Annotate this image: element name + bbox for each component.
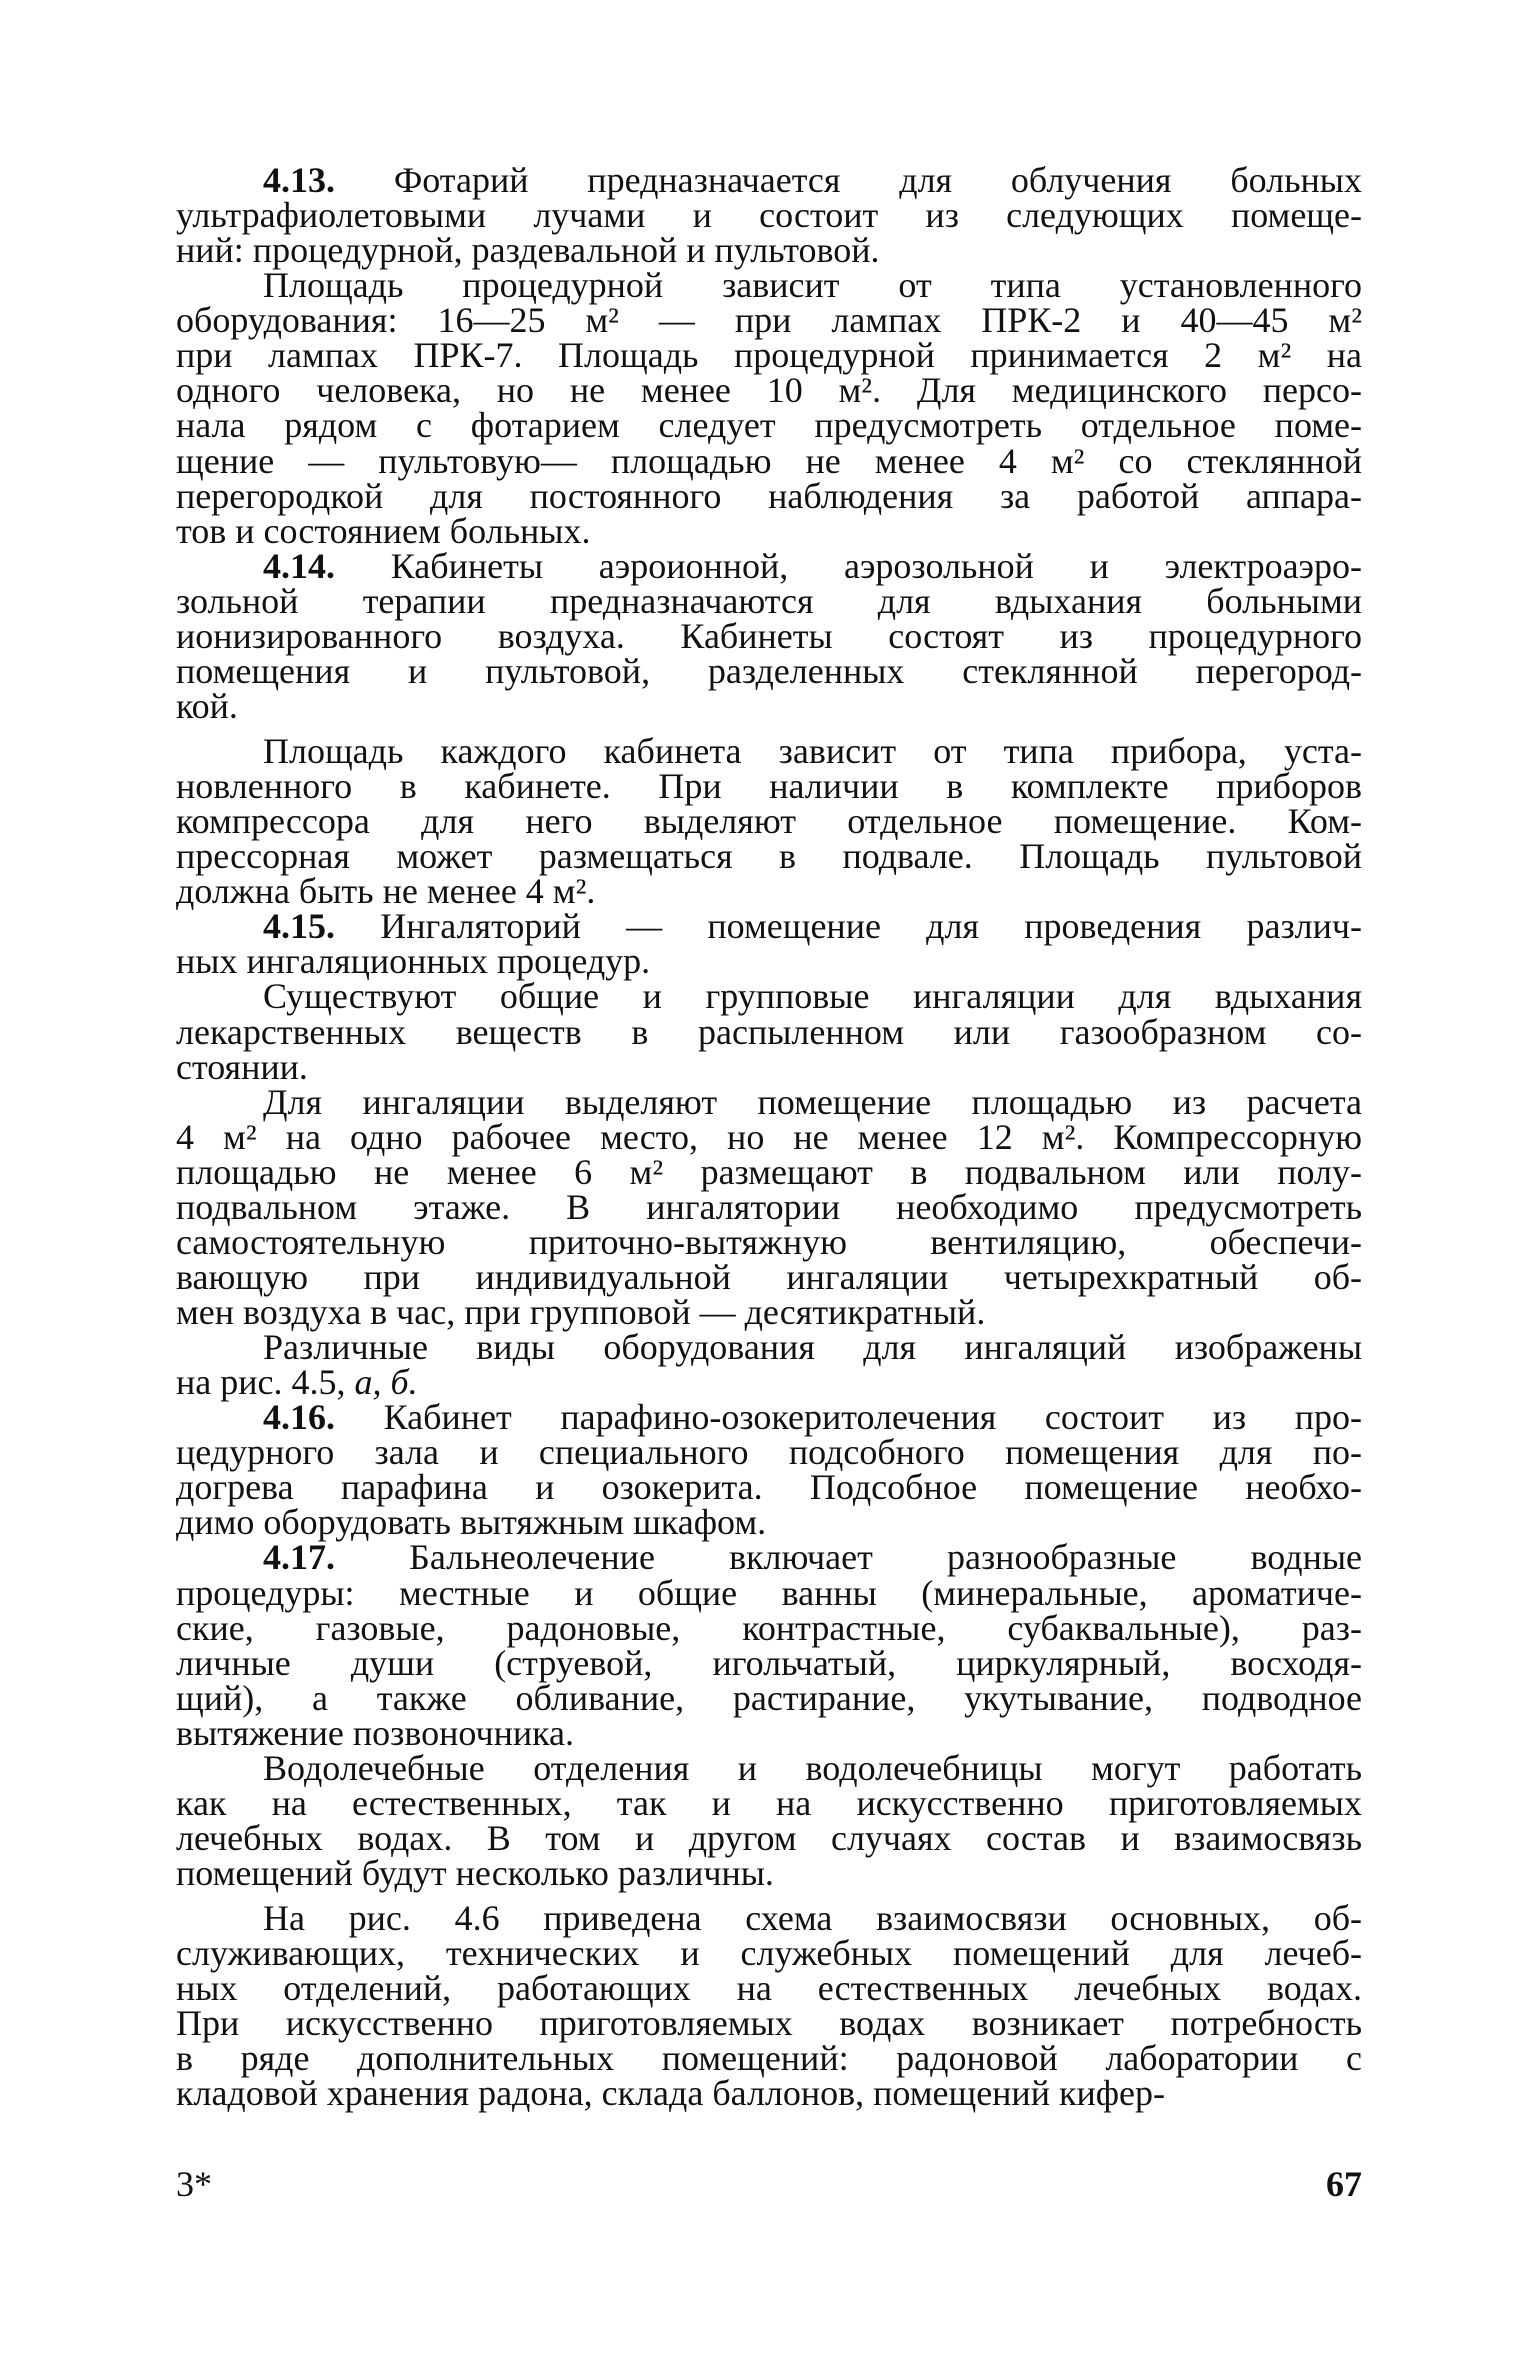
paragraph bbox=[176, 1747, 1362, 1893]
section-paragraph bbox=[176, 1537, 1363, 1753]
section-paragraph bbox=[176, 1397, 1363, 1543]
text-line bbox=[176, 1467, 1362, 1508]
line-text: помещения и пультовой, разделенных стеклянной перегород- bbox=[176, 650, 1362, 691]
text-line bbox=[176, 1677, 1362, 1718]
line-text: лекарственных веществ в распыленном или газообразном со- bbox=[176, 1011, 1362, 1052]
text-line bbox=[176, 766, 1362, 807]
text-line bbox=[176, 731, 1362, 771]
text-line bbox=[176, 1853, 1362, 1893]
text-line bbox=[176, 1712, 1362, 1753]
text-line bbox=[176, 1397, 1363, 1438]
text-line bbox=[176, 1046, 1362, 1087]
text-line bbox=[176, 1817, 1362, 1858]
text-line bbox=[176, 1151, 1362, 1192]
line-text: кладовой хранения радона, склада баллонов, помещений кифер- bbox=[176, 2073, 1166, 2114]
text-line bbox=[176, 475, 1362, 516]
text-line bbox=[176, 1782, 1362, 1823]
line-text: ультрафиолетовыми лучами и состоит из следующих помеще- bbox=[176, 195, 1362, 236]
text-line bbox=[176, 300, 1362, 341]
section-number: 4.17. bbox=[263, 1537, 335, 1578]
line-text: лечебных водах. В том и другом случаях состав и взаимосвязь bbox=[176, 1817, 1362, 1858]
text-line bbox=[176, 335, 1362, 376]
line-text: щение — пультовую— площадью не менее 4 м² со стеклянной bbox=[176, 440, 1362, 481]
line-text: цедурного зала и специального подсобного помещения для по- bbox=[176, 1432, 1362, 1473]
page-body bbox=[176, 160, 1363, 2114]
line-text: перегородкой для постоянного наблюдения за работой аппара- bbox=[176, 475, 1362, 516]
text-line bbox=[176, 1256, 1362, 1297]
text-line bbox=[176, 1011, 1362, 1052]
line-text: в ряде дополнительных помещений: радоновой лаборатории с bbox=[176, 2038, 1362, 2079]
text-line bbox=[176, 976, 1362, 1017]
figure-part-reference: а, б. bbox=[354, 1362, 418, 1403]
line-text: ний: процедурной, раздевальной и пультовой. bbox=[176, 230, 880, 271]
line-text: компрессора для него выделяют отдельное помещение. Ком- bbox=[176, 801, 1362, 842]
line-text: при лампах ПРК-7. Площадь процедурной принимается 2 м² на bbox=[176, 335, 1362, 376]
line-text: Для ингаляции выделяют помещение площадью из расчета bbox=[263, 1081, 1362, 1122]
text-line bbox=[176, 1081, 1362, 1122]
line-text: помещений будут несколько различны. bbox=[176, 1853, 774, 1893]
line-text: вающую при индивидуальной ингаляции четырехкратный об- bbox=[176, 1256, 1362, 1297]
paragraph bbox=[176, 731, 1362, 912]
text-line bbox=[176, 941, 1362, 982]
line-text: Кабинеты аэроионной, аэрозольной и электроаэро- bbox=[390, 545, 1362, 586]
line-text: димо оборудовать вытяжным шкафом. bbox=[176, 1502, 767, 1543]
line-text: Кабинет парафино-озокеритолечения состоит из про- bbox=[383, 1397, 1363, 1438]
signature-mark: 3* bbox=[176, 2164, 212, 2204]
text-line bbox=[176, 1362, 1362, 1403]
page-footer bbox=[176, 2163, 1362, 2203]
line-text: самостоятельную приточно-вытяжную вентиляцию, обеспечи- bbox=[176, 1221, 1362, 1262]
text-line bbox=[176, 160, 1362, 200]
text-line bbox=[176, 195, 1362, 236]
line-text: зольной терапии предназначаются для вдыхания больными bbox=[176, 580, 1362, 621]
section-paragraph bbox=[176, 160, 1362, 271]
line-text: площадью не менее 6 м² размещают в подвальном или полу- bbox=[176, 1151, 1362, 1192]
text-line bbox=[176, 615, 1362, 656]
paragraph bbox=[176, 1898, 1362, 2114]
text-line bbox=[176, 1432, 1362, 1473]
line-text: вытяжение позвоночника. bbox=[176, 1712, 575, 1753]
paragraph bbox=[176, 1081, 1362, 1332]
line-text: ных отделений, работающих на естественных лечебных водах. bbox=[176, 1968, 1362, 2009]
line-text: как на естественных, так и на искусственно приготовляемых bbox=[176, 1782, 1362, 1823]
text-line bbox=[176, 1572, 1362, 1613]
text-line bbox=[176, 836, 1362, 877]
line-text: Ингаляторий — помещение для проведения различ- bbox=[380, 906, 1362, 947]
text-line bbox=[176, 871, 1362, 912]
line-text: ионизированного воздуха. Кабинеты состоят из процедурного bbox=[176, 615, 1362, 656]
line-text: нала рядом с фотарием следует предусмотреть отдельное поме- bbox=[176, 405, 1362, 446]
paragraph bbox=[176, 1327, 1362, 1403]
text-line bbox=[176, 230, 1362, 271]
text-line bbox=[176, 1933, 1362, 1974]
line-text: ных ингаляционных процедур. bbox=[176, 941, 651, 982]
line-text: служивающих, технических и служебных помещений для лечеб- bbox=[176, 1933, 1362, 1974]
line-text: одного человека, но не менее 10 м². Для медицинского персо- bbox=[176, 370, 1362, 411]
text-line bbox=[176, 1607, 1362, 1648]
line-text: на рис. 4.5, bbox=[176, 1362, 355, 1403]
text-line bbox=[176, 685, 1362, 726]
text-line bbox=[176, 1642, 1362, 1683]
text-line bbox=[176, 580, 1362, 621]
section-number: 4.16. bbox=[263, 1397, 335, 1438]
line-text: кой. bbox=[176, 685, 238, 726]
text-line bbox=[176, 801, 1362, 842]
text-line bbox=[176, 1116, 1362, 1157]
line-text: мен воздуха в час, при групповой — десятикратный. bbox=[176, 1292, 986, 1332]
line-text: Площадь процедурной зависит от типа установленного bbox=[263, 265, 1362, 306]
text-line bbox=[176, 1502, 1362, 1543]
section-number: 4.15. bbox=[263, 906, 335, 947]
line-text: новленного в кабинете. При наличии в комплекте приборов bbox=[176, 766, 1362, 807]
text-line bbox=[176, 906, 1362, 947]
section-paragraph bbox=[176, 545, 1362, 726]
page-number: 67 bbox=[1326, 2164, 1362, 2204]
line-text: тов и состоянием больных. bbox=[176, 510, 591, 551]
line-text: При искусственно приготовляемых водах возникает потребность bbox=[176, 2003, 1362, 2044]
line-text: щий), а также обливание, растирание, укутывание, подводное bbox=[176, 1677, 1362, 1718]
line-text: Существуют общие и групповые ингаляции для вдыхания bbox=[263, 976, 1362, 1017]
text-line bbox=[176, 2003, 1362, 2044]
line-text: личные души (струевой, игольчатый, циркулярный, восходя- bbox=[176, 1642, 1362, 1683]
text-line bbox=[176, 650, 1362, 691]
text-line bbox=[176, 510, 1362, 551]
line-text: прессорная может размещаться в подвале. Площадь пультовой bbox=[176, 836, 1362, 877]
text-line bbox=[176, 1292, 1362, 1332]
text-line bbox=[176, 1327, 1362, 1368]
text-line bbox=[176, 1747, 1362, 1788]
line-text: Площадь каждого кабинета зависит от типа прибора, уста- bbox=[263, 731, 1362, 771]
line-text: процедуры: местные и общие ванны (минеральные, ароматиче- bbox=[176, 1572, 1362, 1613]
text-line bbox=[176, 370, 1362, 411]
text-line bbox=[176, 1898, 1362, 1939]
line-text: Водолечебные отделения и водолечебницы могут работать bbox=[263, 1747, 1362, 1788]
text-line bbox=[176, 2038, 1362, 2079]
text-line bbox=[176, 1537, 1363, 1578]
line-text: стоянии. bbox=[176, 1046, 308, 1087]
text-line bbox=[176, 2073, 1362, 2114]
text-line bbox=[176, 440, 1362, 481]
section-number: 4.13. bbox=[263, 160, 335, 200]
section-number: 4.14. bbox=[263, 545, 335, 586]
line-text: ские, газовые, радоновые, контрастные, субаквальные), раз- bbox=[176, 1607, 1362, 1648]
line-text: подвальном этаже. В ингалятории необходимо предусмотреть bbox=[176, 1186, 1362, 1227]
text-line bbox=[176, 265, 1362, 306]
paragraph bbox=[176, 976, 1362, 1087]
section-paragraph bbox=[176, 906, 1362, 982]
line-text: должна быть не менее 4 м². bbox=[176, 871, 596, 912]
line-text: Бальнеолечение включает разнообразные водные bbox=[409, 1537, 1363, 1578]
text-line bbox=[176, 405, 1362, 446]
text-line bbox=[176, 545, 1362, 586]
line-text: Фотарий предназначается для облучения больных bbox=[393, 160, 1362, 200]
line-text: Различные виды оборудования для ингаляций изображены bbox=[263, 1327, 1362, 1368]
line-text: 4 м² на одно рабочее место, но не менее 12 м². Компрессорную bbox=[176, 1116, 1362, 1157]
text-line bbox=[176, 1221, 1362, 1262]
text-line bbox=[176, 1968, 1362, 2009]
text-line bbox=[176, 1186, 1362, 1227]
line-text: догрева парафина и озокерита. Подсобное помещение необхо- bbox=[176, 1467, 1362, 1508]
line-text: На рис. 4.6 приведена схема взаимосвязи основных, об- bbox=[263, 1898, 1362, 1939]
paragraph bbox=[176, 265, 1362, 551]
line-text: оборудования: 16—25 м² — при лампах ПРК-2 и 40—45 м² bbox=[176, 300, 1362, 341]
